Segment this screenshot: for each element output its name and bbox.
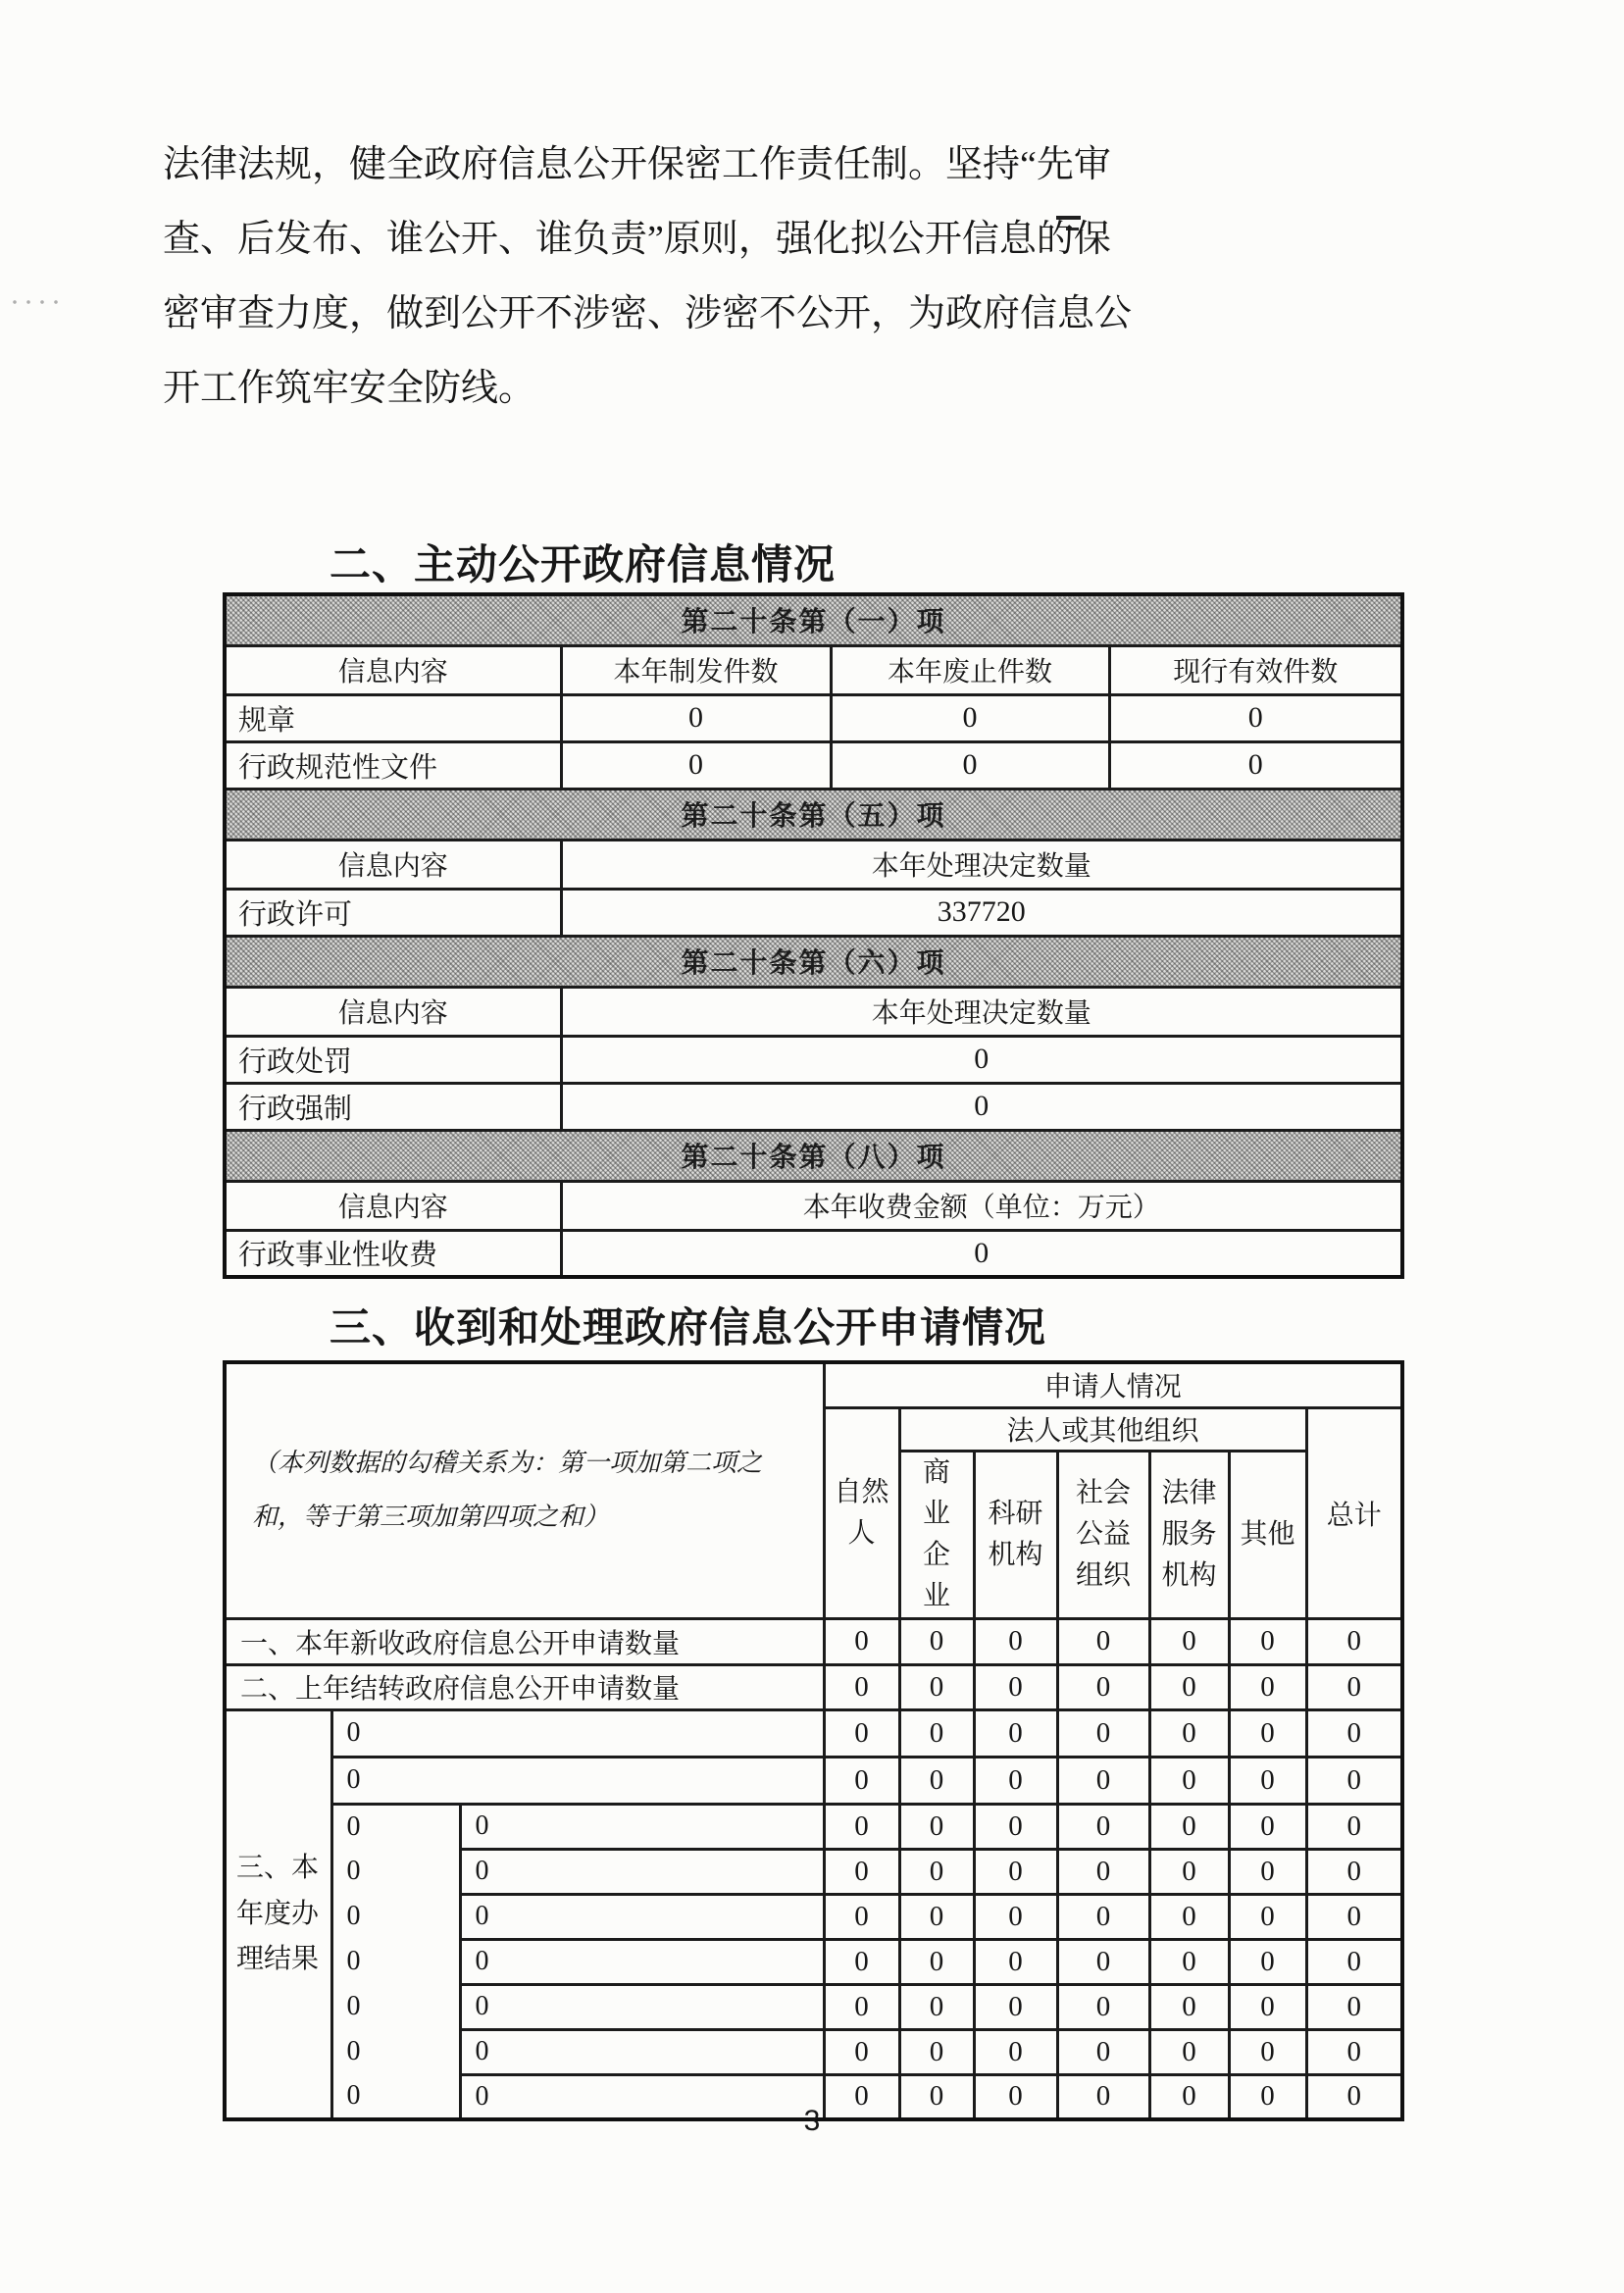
- sub-label: 0: [460, 1939, 824, 1984]
- value-cell: 0: [1229, 1939, 1306, 1984]
- value-cell: 0: [1109, 694, 1402, 741]
- value-cell: 0: [1057, 1984, 1149, 2029]
- value-cell: 0: [1057, 1664, 1149, 1709]
- row-label: 行政事业性收费: [225, 1230, 561, 1277]
- value-cell: 0: [824, 1618, 899, 1664]
- value-cell: 0: [824, 2074, 899, 2119]
- row-label: 二、上年结转政府信息公开申请数量: [225, 1664, 824, 1709]
- sub-label: 0: [460, 1894, 824, 1939]
- value-cell: 0: [1306, 1757, 1402, 1804]
- value-cell: 337720: [561, 889, 1402, 936]
- paragraph-line: 开工作筑牢安全防线。: [163, 368, 536, 409]
- value-cell: 0: [974, 1664, 1057, 1709]
- value-cell: 0: [824, 1849, 899, 1894]
- row-label: 行政强制: [225, 1083, 561, 1130]
- value-cell: 0: [974, 2074, 1057, 2119]
- value-cell: 0: [974, 1709, 1057, 1757]
- page-number: 3: [803, 2105, 821, 2137]
- note-line: （本列数据的勾稽关系为：第一项加第二项之: [252, 1449, 763, 1478]
- value-cell: 0: [1229, 1664, 1306, 1709]
- column-header: 本年废止件数: [831, 645, 1109, 694]
- value-cell: 0: [899, 1894, 974, 1939]
- sub-label: 0: [460, 2029, 824, 2074]
- row-label: 行政处罚: [225, 1036, 561, 1083]
- request-handling-table: [223, 1360, 1404, 2121]
- value-cell: 0: [1109, 741, 1402, 789]
- column-header: 本年处理决定数量: [561, 987, 1402, 1036]
- sub-label: 0: [331, 1804, 460, 1849]
- value-cell: 0: [824, 1664, 899, 1709]
- value-cell: 0: [1149, 1664, 1229, 1709]
- sub-label: 0: [460, 1984, 824, 2029]
- column-header-natural-person: 自然人: [824, 1407, 899, 1618]
- column-header: 本年制发件数: [561, 645, 831, 694]
- sub-label: 0: [331, 1709, 824, 1757]
- value-cell: 0: [974, 1984, 1057, 2029]
- value-cell: 0: [824, 2029, 899, 2074]
- column-header: 本年收费金额（单位：万元）: [561, 1181, 1402, 1230]
- sub-label: 0: [331, 1894, 460, 1939]
- value-cell: 0: [899, 1709, 974, 1757]
- value-cell: 0: [824, 1984, 899, 2029]
- value-cell: 0: [1229, 1757, 1306, 1804]
- value-cell: 0: [1149, 1618, 1229, 1664]
- value-cell: 0: [899, 1757, 974, 1804]
- value-cell: 0: [1306, 1664, 1402, 1709]
- value-cell: 0: [974, 1939, 1057, 1984]
- sub-label: 0: [460, 1849, 824, 1894]
- value-cell: 0: [561, 1083, 1402, 1130]
- sub-label: 0: [331, 1849, 460, 1894]
- value-cell: 0: [899, 2074, 974, 2119]
- value-cell: 0: [561, 741, 831, 789]
- scan-artifact-specks: [8, 298, 67, 306]
- value-cell: 0: [1149, 1757, 1229, 1804]
- value-cell: 0: [1149, 1984, 1229, 2029]
- value-cell: 0: [1306, 2029, 1402, 2074]
- sub-label: 0: [331, 1757, 824, 1804]
- sub-label: 0: [331, 2029, 460, 2074]
- value-cell: 0: [1057, 1939, 1149, 1984]
- value-cell: 0: [1057, 1849, 1149, 1894]
- value-cell: 0: [899, 1664, 974, 1709]
- sub-label: 0: [331, 1984, 460, 2029]
- value-cell: 0: [1229, 2074, 1306, 2119]
- value-cell: 0: [1306, 1849, 1402, 1894]
- value-cell: 0: [1229, 1849, 1306, 1894]
- value-cell: 0: [831, 694, 1109, 741]
- value-cell: 0: [974, 2029, 1057, 2074]
- row-label: 规章: [225, 694, 561, 741]
- value-cell: 0: [1057, 2074, 1149, 2119]
- reconciliation-note: [225, 1362, 824, 1618]
- value-cell: 0: [1149, 1709, 1229, 1757]
- value-cell: 0: [1229, 1984, 1306, 2029]
- column-header: 信息内容: [225, 840, 561, 889]
- value-cell: 0: [1057, 1757, 1149, 1804]
- value-cell: 0: [824, 1804, 899, 1849]
- value-cell: 0: [1149, 1894, 1229, 1939]
- applicant-header: 申请人情况: [824, 1362, 1402, 1407]
- value-cell: 0: [974, 1894, 1057, 1939]
- group-label: 三、本年度办理结果: [225, 1709, 331, 2119]
- value-cell: 0: [1229, 1618, 1306, 1664]
- value-cell: 0: [1057, 2029, 1149, 2074]
- value-cell: 0: [1306, 1984, 1402, 2029]
- article-banner: 第二十条第（八）项: [225, 1130, 1402, 1181]
- value-cell: 0: [1057, 1709, 1149, 1757]
- note-line: 和，等于第三项加第四项之和）: [252, 1502, 610, 1531]
- column-header: 其他: [1229, 1451, 1306, 1618]
- value-cell: 0: [1149, 1939, 1229, 1984]
- article-banner: 第二十条第（六）项: [225, 936, 1402, 987]
- row-label: 行政许可: [225, 889, 561, 936]
- value-cell: 0: [1306, 1618, 1402, 1664]
- value-cell: 0: [1306, 1804, 1402, 1849]
- row-label: 行政规范性文件: [225, 741, 561, 789]
- value-cell: 0: [899, 1939, 974, 1984]
- value-cell: 0: [1229, 2029, 1306, 2074]
- value-cell: 0: [1149, 1804, 1229, 1849]
- value-cell: 0: [1229, 1709, 1306, 1757]
- column-header: 科研机构: [974, 1451, 1057, 1618]
- value-cell: 0: [1149, 2074, 1229, 2119]
- value-cell: 0: [1057, 1618, 1149, 1664]
- column-header: 信息内容: [225, 645, 561, 694]
- value-cell: 0: [1306, 1939, 1402, 1984]
- value-cell: 0: [899, 1849, 974, 1894]
- sub-label: 0: [460, 1804, 824, 1849]
- value-cell: 0: [1149, 1849, 1229, 1894]
- value-cell: 0: [824, 1757, 899, 1804]
- value-cell: 0: [561, 694, 831, 741]
- value-cell: 0: [1306, 2074, 1402, 2119]
- value-cell: 0: [899, 2029, 974, 2074]
- section-3-heading: 三、收到和处理政府信息公开申请情况: [330, 1304, 1047, 1350]
- sub-label: 0: [460, 2074, 824, 2119]
- column-header: 本年处理决定数量: [561, 840, 1402, 889]
- column-header: 商业企业: [899, 1451, 974, 1618]
- value-cell: 0: [1306, 1709, 1402, 1757]
- sub-label: 0: [331, 2074, 460, 2119]
- column-header: 法律服务机构: [1149, 1451, 1229, 1618]
- value-cell: 0: [824, 1894, 899, 1939]
- row-label: 一、本年新收政府信息公开申请数量: [225, 1618, 824, 1664]
- column-header: 社会公益组织: [1057, 1451, 1149, 1618]
- value-cell: 0: [1229, 1804, 1306, 1849]
- column-header: 信息内容: [225, 987, 561, 1036]
- sub-label: 0: [331, 1939, 460, 1984]
- value-cell: 0: [1306, 1894, 1402, 1939]
- value-cell: 0: [831, 741, 1109, 789]
- paragraph-line: 查、后发布、谁公开、谁负责”原则，强化拟公开信息的保: [163, 219, 1111, 260]
- article-banner: 第二十条第（五）项: [225, 789, 1402, 840]
- article-banner: 第二十条第（一）项: [225, 594, 1402, 645]
- value-cell: 0: [1057, 1894, 1149, 1939]
- column-header-total: 总计: [1306, 1407, 1402, 1618]
- value-cell: 0: [1229, 1894, 1306, 1939]
- paragraph-line: 法律法规，健全政府信息公开保密工作责任制。坚持“先审: [163, 144, 1111, 185]
- value-cell: 0: [899, 1984, 974, 2029]
- value-cell: 0: [561, 1230, 1402, 1277]
- value-cell: 0: [561, 1036, 1402, 1083]
- value-cell: 0: [1149, 2029, 1229, 2074]
- paragraph-line: 密审查力度，做到公开不涉密、涉密不公开，为政府信息公: [163, 293, 1133, 334]
- value-cell: 0: [899, 1618, 974, 1664]
- value-cell: 0: [824, 1709, 899, 1757]
- section-2-heading: 二、主动公开政府信息情况: [330, 541, 837, 587]
- value-cell: 0: [974, 1618, 1057, 1664]
- proactive-disclosure-table: [223, 592, 1404, 1279]
- column-header: 现行有效件数: [1109, 645, 1402, 694]
- value-cell: 0: [1057, 1804, 1149, 1849]
- value-cell: 0: [974, 1804, 1057, 1849]
- value-cell: 0: [899, 1804, 974, 1849]
- column-header: 信息内容: [225, 1181, 561, 1230]
- body-paragraph: [163, 127, 1133, 426]
- legal-org-header: 法人或其他组织: [899, 1407, 1306, 1451]
- value-cell: 0: [974, 1757, 1057, 1804]
- value-cell: 0: [824, 1939, 899, 1984]
- value-cell: 0: [974, 1849, 1057, 1894]
